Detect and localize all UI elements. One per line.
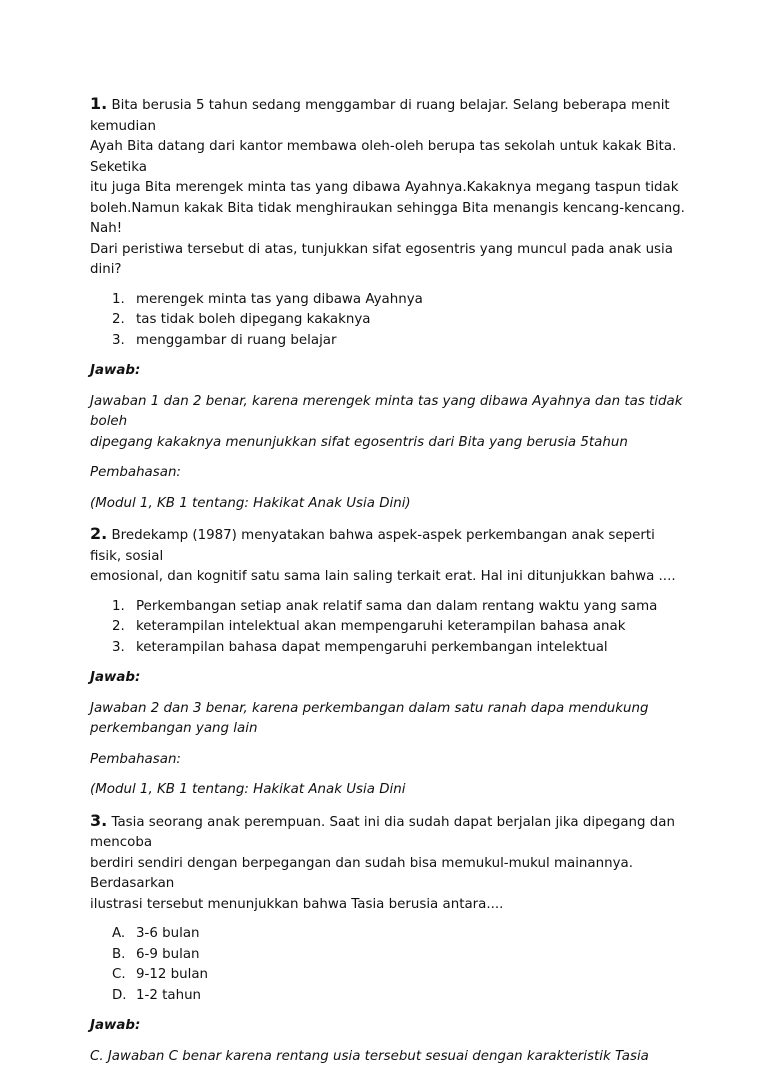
answer-text: C. Jawaban C benar karena rentang usia tersebut sesuai dengan karakteristik Tasia: [90, 1048, 649, 1064]
answer-text: Jawaban 1 dan 2 benar, karena merengek minta tas yang dibawa Ayahnya dan tas tidak boleh dipegang kakaknya menunjukkan sifat egosentris dari Bita yang berusia 5tahun: [90, 393, 683, 450]
question-number: 3.: [90, 810, 108, 830]
document-page: [90, 94, 690, 1077]
pembahasan-label: Pembahasan:: [90, 751, 181, 767]
option-item: 2. tas tidak boleh dipegang kakaknya: [112, 312, 371, 327]
jawab-label: Jawab:: [90, 670, 141, 685]
jawab-label: Jawab:: [90, 363, 141, 378]
question-text: 2. Bredekamp (1987) menyatakan bahwa aspek-aspek perkembangan anak seperti fisik, sosial emosional, dan kognitif satu sama lain saling terkait erat. Hal ini ditunjukkan bahwa ....: [90, 524, 676, 584]
pembahasan-text: (Modul 1, KB 1 tentang: Hakikat Anak Usia Dini): [90, 495, 411, 511]
option-item: A. 3-6 bulan: [112, 926, 200, 941]
pembahasan-text: (Modul 1, KB 1 tentang: Hakikat Anak Usia Dini: [90, 782, 406, 797]
option-list: [90, 924, 690, 1006]
question-3: [90, 811, 690, 1068]
question-text: 3. Tasia seorang anak perempuan. Saat ini dia sudah dapat berjalan jika dipegang dan mencoba berdiri sendiri dengan berpegangan dan sudah bisa memukul-mukul mainannya. Berdasarkan ilustrasi tersebut menunjukkan bahwa Tasia berusia antara....: [90, 810, 675, 912]
jawab-label: Jawab:: [90, 1018, 141, 1033]
option-item: 1. Perkembangan setiap anak relatif sama dan dalam rentang waktu yang sama: [112, 598, 658, 614]
question-text: 1. Bita berusia 5 tahun sedang menggambar di ruang belajar. Selang beberapa menit kemudian Ayah Bita datang dari kantor membawa oleh-oleh berupa tas sekolah untuk kakak Bita. Seketika itu juga Bita merengek minta tas yang dibawa Ayahnya.Kakaknya megang taspun tidak boleh.Namun kakak Bita tidak menghiraukan sehingga Bita menangis kencang-kencang. Nah! Dari peristiwa tersebut di atas, tunjukkan sifat egosentris yang muncul pada anak usia dini?: [90, 94, 685, 277]
question-2: [90, 524, 690, 801]
option-item: C. 9-12 bulan: [112, 967, 209, 982]
answer-text: Jawaban 2 dan 3 benar, karena perkembangan dalam satu ranah dapa mendukung perkembangan yang lain: [90, 700, 649, 736]
option-list: [90, 597, 690, 659]
option-item: 3. menggambar di ruang belajar: [112, 332, 337, 348]
option-item: D. 1-2 tahun: [112, 987, 202, 1003]
option-list: [90, 290, 690, 352]
question-1: [90, 94, 690, 514]
option-item: 1. merengek minta tas yang dibawa Ayahnya: [112, 291, 423, 307]
pembahasan-label: Pembahasan:: [90, 465, 181, 480]
option-item: B. 6-9 bulan: [112, 946, 200, 962]
option-item: 3. keterampilan bahasa dapat mempengaruhi perkembangan intelektual: [112, 639, 608, 655]
question-number: 1.: [90, 94, 108, 113]
option-item: 2. keterampilan intelektual akan mempengaruhi keterampilan bahasa anak: [112, 619, 626, 634]
question-number: 2.: [90, 524, 108, 543]
